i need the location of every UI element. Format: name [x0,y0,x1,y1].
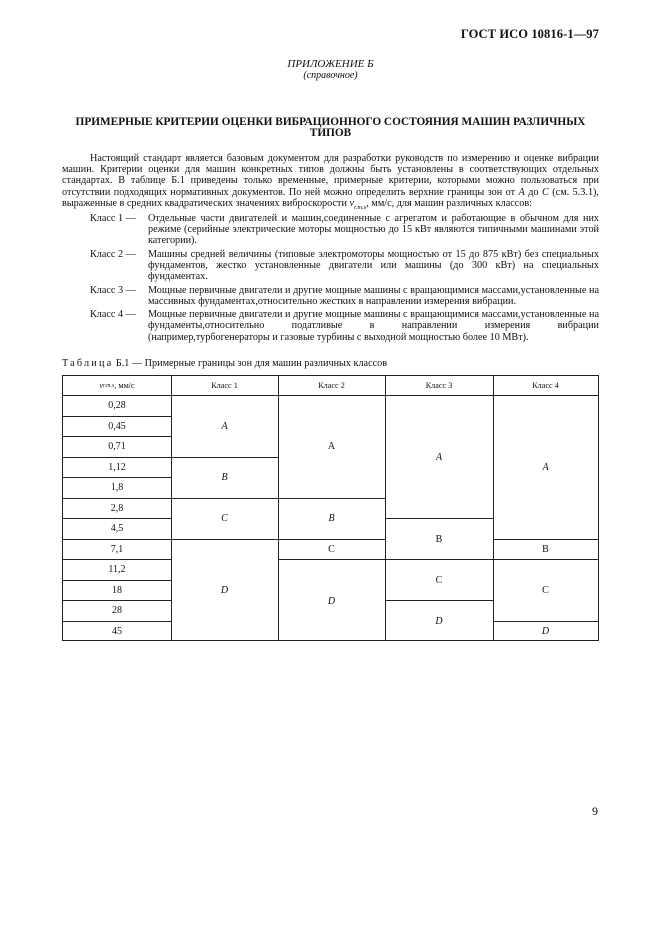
zone-cell: C [493,560,598,622]
intro-v-symbol: v [349,197,354,209]
velocity-value: 7,1 [63,540,171,561]
class-label: Класс 1 — [90,213,136,225]
zone-cell: C [278,540,385,561]
velocity-value: 0,45 [63,417,171,438]
zone-cell: B [171,458,278,499]
zone-cell: A [493,396,598,540]
appendix-subtitle: (справочное) [303,70,358,81]
header-v-subscript: r.m.s [102,382,115,389]
zone-cell: A [278,396,385,499]
class-label: Класс 4 — [90,309,136,321]
column-divider [278,376,279,640]
velocity-value: 28 [63,601,171,622]
zone-cell: B [493,540,598,561]
table-caption-prefix: Таблица [62,358,114,369]
zone-cell: D [327,595,336,607]
velocity-value: 4,5 [63,519,171,540]
zone-cell: D [435,616,443,627]
class-description: Мощные первичные двигатели и другие мощные машины с вращающимися массами,установленные на фундаменты,относительно податливые в направлении измерения вибрации (например,турбогенераторы и газовые турбины с выходной мощностью более 10 МВт). [148,309,599,343]
intro-part3: (см. 5.3.1), выраженные в средних квадратических значениях виброскорости [62,186,599,209]
velocity-value: 1,12 [63,458,171,479]
class-item [62,309,599,343]
velocity-value: 0,71 [63,437,171,458]
class-description: Машины средней величины (типовые электромоторы мощностью от 15 до 875 кВт) без специальных фундаментов, жестко установленные двигатели или машины (до 300 кВт) на специальных фундаментах. [148,248,599,283]
velocity-value: 0,28 [63,396,171,417]
table-caption-text: Б.1 — Примерные границы зон для машин различных классов [113,358,388,369]
intro-part4: , мм/с, для машин различных классов: [366,197,532,209]
class-description: Отдельные части двигателей и машин,соединенные с агрегатом и работающие в обычном для них режиме (серийные электрические моторы мощностью до 15 кВт являются типичными машинами этой категории). [148,213,599,247]
zone-cell: A [171,396,278,458]
header-class-3: Класс 3 [385,376,493,396]
zone-cell: D [220,585,229,597]
zone-cell: A [385,396,493,519]
zone-cell: C [171,499,278,540]
header-velocity [63,376,171,396]
intro-zone-c: C [542,186,549,198]
intro-paragraph [62,153,599,213]
velocity-value: 18 [63,581,171,602]
class-description: Мощные первичные двигатели и другие мощные машины с вращающимися массами,установленные на массивных фундаментах,относительно жестких в направлении измерения вибрации. [148,284,599,307]
column-divider [171,376,172,640]
velocity-value: 1,8 [63,478,171,499]
intro-part1: Настоящий стандарт является базовым документом для разработки руководств по измерению и оценке вибрации машин. Критерии оценки для машин конкретных типов должны быть установлены в соответствующих отдельных стандартах. В таблице Б.1 приведены только временные, примерные критерии, которыми можно пользоваться при отсутствии подходящих нормативных документов. По ней можно определить верхние границы зон от [62,153,599,198]
intro-v-subscript: r.m.s [354,203,367,211]
class-label: Класс 3 — [90,284,136,296]
velocity-value: 2,8 [63,499,171,520]
table-caption [62,358,387,369]
header-class-4: Класс 4 [493,376,598,396]
zone-cell: C [385,560,493,601]
column-divider [493,376,494,640]
page-number: 9 [592,804,598,818]
body-text [62,153,599,345]
zone-cell: B [385,519,493,560]
intro-zone-a: A [518,186,525,198]
class-list [62,213,599,343]
class-item [62,213,599,247]
zone-table [62,375,599,641]
header-class-1: Класс 1 [171,376,278,396]
header-class-2: Класс 2 [278,376,385,396]
appendix-title: ПРИЛОЖЕНИЕ Б [287,58,374,70]
standard-number: ГОСТ ИСО 10816-1—97 [460,27,599,41]
velocity-value: 11,2 [63,560,171,581]
class-item [62,249,599,283]
zone-cell: D [541,626,550,638]
column-divider [385,376,386,640]
section-title: ПРИМЕРНЫЕ КРИТЕРИИ ОЦЕНКИ ВИБРАЦИОННОГО СОСТОЯНИЯ МАШИН РАЗЛИЧНЫХ ТИПОВ [75,116,586,139]
velocity-value: 45 [112,626,122,638]
intro-part2: до [524,186,543,198]
zone-cell: B [278,499,385,540]
class-item [62,285,599,307]
class-label: Класс 2 — [90,248,136,260]
appendix-heading [0,58,661,82]
header-unit: , мм/с [114,381,135,390]
header-v-symbol: v [99,381,103,390]
